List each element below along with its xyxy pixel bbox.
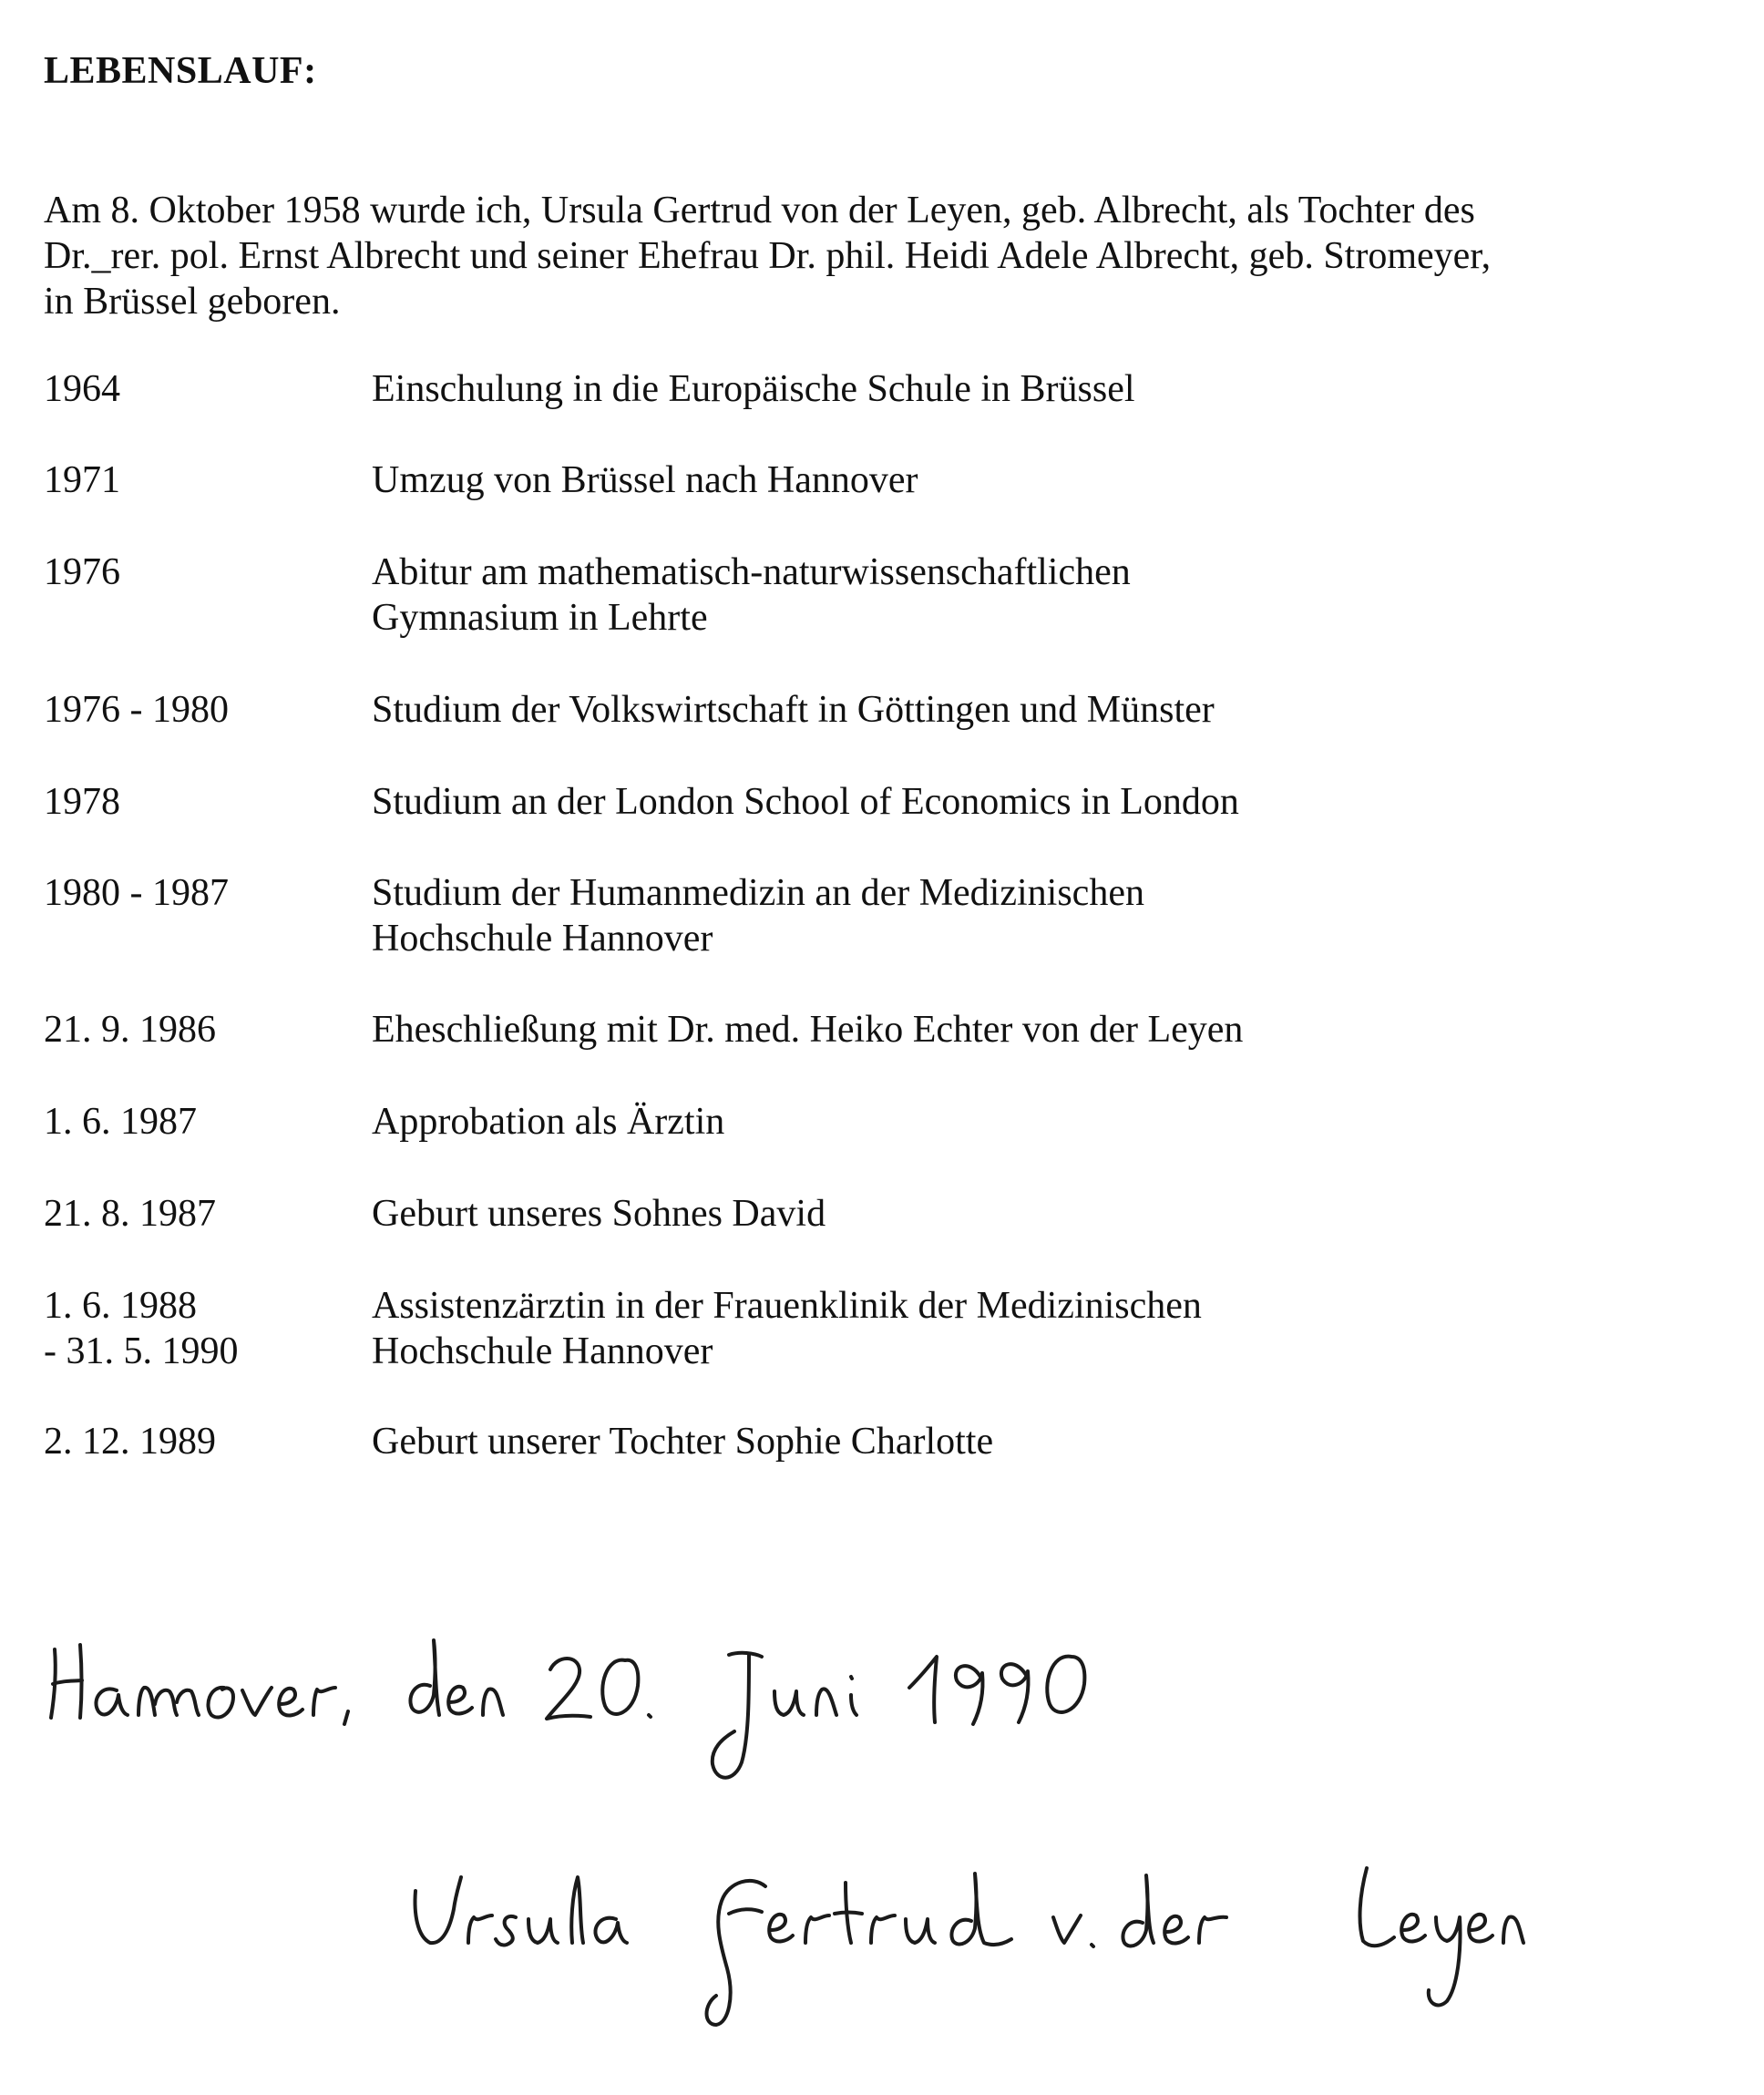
handwritten-area <box>0 1567 1764 2078</box>
entry-description-line: Geburt unserer Tochter Sophie Charlotte <box>372 1421 994 1463</box>
entry-description-line: Studium der Humanmedizin an der Medizinischen <box>372 872 1144 914</box>
handwritten-place-date <box>51 1640 1084 1778</box>
entry-description <box>372 1283 1647 1374</box>
entry-date <box>44 870 363 916</box>
entry-description <box>372 779 1647 825</box>
entry-date-line: - 31. 5. 1990 <box>44 1330 239 1372</box>
entry-description-line: Hochschule Hannover <box>372 918 713 960</box>
entry-date-line: 1. 6. 1988 <box>44 1285 197 1327</box>
entry-date-line: 1976 - 1980 <box>44 689 229 731</box>
intro-line: Dr._rer. pol. Ernst Albrecht und seiner Ehefrau Dr. phil. Heidi Adele Albrecht, geb. Stromeyer, <box>44 235 1492 277</box>
entry-description-line: Umzug von Brüssel nach Hannover <box>372 459 918 501</box>
document-heading: LEBENSLAUF: <box>44 50 317 92</box>
handwriting-drawing <box>0 1567 1764 2078</box>
entry-description <box>372 687 1647 733</box>
entry-description-line: Gymnasium in Lehrte <box>372 597 708 639</box>
intro-line: Am 8. Oktober 1958 wurde ich, Ursula Gertrud von der Leyen, geb. Albrecht, als Tochter des <box>44 190 1475 231</box>
entry-description <box>372 1099 1647 1145</box>
entry-description <box>372 549 1647 641</box>
entry-date-line: 21. 9. 1986 <box>44 1009 216 1051</box>
entry-description <box>372 1191 1647 1237</box>
entry-description-line: Studium der Volkswirtschaft in Göttingen und Münster <box>372 689 1215 731</box>
entry-description-line: Eheschließung mit Dr. med. Heiko Echter von der Leyen <box>372 1009 1244 1051</box>
entry-date-line: 1971 <box>44 459 120 501</box>
entry-description-line: Assistenzärztin in der Frauenklinik der Medizinischen <box>372 1285 1202 1327</box>
entry-date-line: 1980 - 1987 <box>44 872 229 914</box>
entry-description-line: Einschulung in die Europäische Schule in Brüssel <box>372 368 1135 410</box>
entry-description <box>372 1419 1647 1464</box>
entry-description-line: Studium an der London School of Economics in London <box>372 781 1239 823</box>
intro-line: in Brüssel geboren. <box>44 281 341 323</box>
entry-date-line: 1978 <box>44 781 120 823</box>
entry-date-line: 2. 12. 1989 <box>44 1421 216 1463</box>
entry-date <box>44 779 363 825</box>
entry-date <box>44 457 363 503</box>
entry-description <box>372 366 1647 412</box>
entry-date <box>44 1007 363 1053</box>
entry-description-line: Hochschule Hannover <box>372 1330 713 1372</box>
entry-description <box>372 1007 1647 1053</box>
entry-description-line: Geburt unseres Sohnes David <box>372 1193 826 1235</box>
entry-date <box>44 1283 363 1374</box>
entry-date-line: 1. 6. 1987 <box>44 1101 197 1143</box>
entry-date-line: 1964 <box>44 368 120 410</box>
entry-date <box>44 687 363 733</box>
entry-date <box>44 1099 363 1145</box>
intro-paragraph <box>44 188 1738 324</box>
entry-date <box>44 1191 363 1237</box>
entry-date <box>44 366 363 412</box>
handwritten-signature <box>415 1868 1523 2025</box>
entry-description-line: Approbation als Ärztin <box>372 1101 725 1143</box>
entry-date <box>44 549 363 595</box>
entry-description <box>372 457 1647 503</box>
entry-description-line: Abitur am mathematisch-naturwissenschaftlichen <box>372 551 1131 593</box>
entry-date <box>44 1419 363 1464</box>
entry-date-line: 21. 8. 1987 <box>44 1193 216 1235</box>
entry-date-line: 1976 <box>44 551 120 593</box>
entry-description <box>372 870 1647 961</box>
